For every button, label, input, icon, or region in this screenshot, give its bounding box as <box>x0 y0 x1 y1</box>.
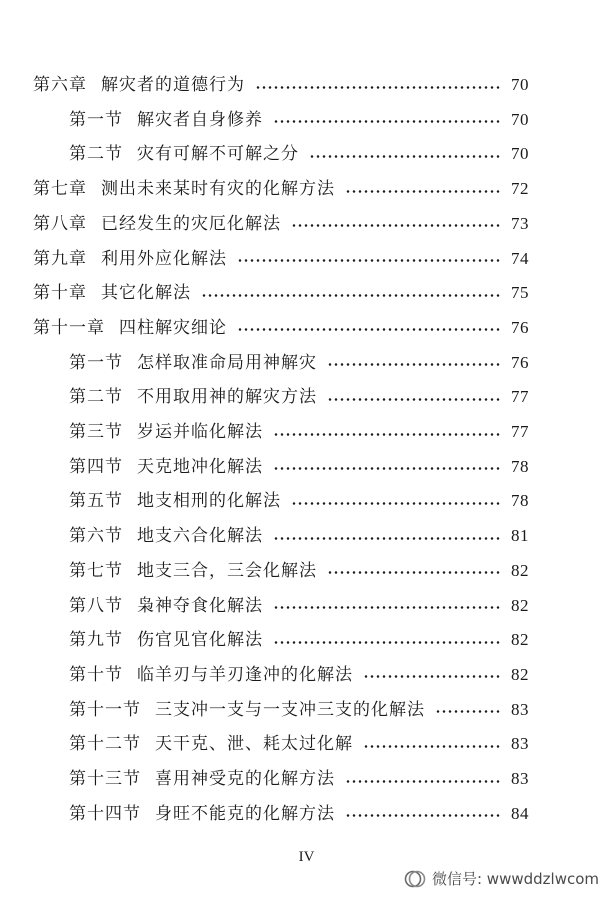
dot-leader <box>273 537 501 540</box>
dot-leader <box>291 502 501 505</box>
toc-section-entry <box>69 521 529 551</box>
toc-chapter-entry <box>33 174 529 204</box>
entry-page-number: 76 <box>511 317 529 337</box>
dot-leader <box>309 155 501 158</box>
entry-title: 枭神夺食化解法 <box>137 595 263 616</box>
dot-leader <box>291 224 501 227</box>
toc-section-entry <box>69 799 529 829</box>
entry-page-number: 83 <box>511 769 529 788</box>
toc-section-entry <box>69 591 529 621</box>
entry-title: 已经发生的灾厄化解法 <box>101 213 281 234</box>
dot-leader <box>345 190 501 193</box>
toc-section-entry <box>69 139 529 169</box>
dot-leader <box>327 398 501 401</box>
toc-chapter-entry <box>33 70 529 100</box>
entry-label: 第七章 <box>33 179 87 200</box>
entry-page-number: 77 <box>511 422 529 441</box>
dot-leader <box>435 710 501 713</box>
entry-page-number: 82 <box>511 664 529 684</box>
dot-leader <box>345 780 501 783</box>
entry-page-number: 83 <box>511 699 529 719</box>
entry-label: 第二节 <box>69 144 123 165</box>
entry-label: 第六章 <box>33 75 87 95</box>
toc-section-entry <box>69 625 529 655</box>
entry-title: 身旺不能克的化解方法 <box>155 803 335 824</box>
toc-chapter-entry <box>33 209 529 239</box>
entry-title: 四柱解灾细论 <box>119 317 227 338</box>
entry-page-number: 72 <box>511 179 529 199</box>
watermark-text: 微信号: wwwddzlwcom <box>431 870 599 888</box>
entry-page-number: 82 <box>511 560 529 580</box>
entry-label: 第十四节 <box>69 803 141 824</box>
entry-label: 第一节 <box>69 109 123 130</box>
entry-label: 第七节 <box>69 560 123 581</box>
entry-label: 第九章 <box>33 248 87 269</box>
entry-label: 第十一章 <box>33 317 105 338</box>
entry-title: 地支三合，三会化解法 <box>137 560 317 581</box>
toc-section-entry <box>69 660 529 690</box>
dot-leader <box>363 745 501 748</box>
entry-label: 第八节 <box>69 595 123 616</box>
entry-page-number: 82 <box>511 630 529 650</box>
entry-page-number: 83 <box>511 734 529 754</box>
entry-title: 不用取用神的解灾方法 <box>137 387 317 408</box>
entry-title: 解灾者的道德行为 <box>101 75 245 95</box>
entry-page-number: 78 <box>511 456 529 476</box>
wechat-official-account-icon <box>404 870 426 888</box>
toc-section-entry <box>69 452 529 482</box>
entry-page-number: 81 <box>511 526 529 546</box>
entry-title: 其它化解法 <box>101 283 191 304</box>
entry-label: 第十节 <box>69 664 123 685</box>
toc-chapter-entry <box>33 278 529 308</box>
dot-leader <box>273 433 501 436</box>
dot-leader <box>237 259 501 262</box>
entry-label: 第十二节 <box>69 734 141 755</box>
entry-page-number: 74 <box>511 248 529 268</box>
entry-title: 地支相刑的化解法 <box>137 491 281 512</box>
entry-title: 天克地冲化解法 <box>137 456 263 477</box>
dot-leader <box>273 641 501 644</box>
toc-chapter-entry <box>33 244 529 274</box>
entry-page-number: 82 <box>511 595 529 615</box>
entry-title: 三支冲一支与一支冲三支的化解法 <box>155 699 425 720</box>
entry-label: 第四节 <box>69 456 123 477</box>
toc-section-entry <box>69 695 529 725</box>
entry-label: 第五节 <box>69 491 123 512</box>
toc-chapter-entry <box>33 313 529 343</box>
page-folio: IV <box>298 849 315 865</box>
entry-label: 第十一节 <box>69 699 141 720</box>
entry-title: 测出未来某时有灾的化解方法 <box>101 179 335 200</box>
entry-label: 第六节 <box>69 526 123 547</box>
entry-title: 利用外应化解法 <box>101 248 227 269</box>
dot-leader <box>345 814 501 817</box>
entry-label: 第二节 <box>69 387 123 408</box>
dot-leader <box>363 675 501 678</box>
dot-leader <box>327 363 501 366</box>
entry-page-number: 77 <box>511 387 529 407</box>
entry-page-number: 70 <box>511 144 529 164</box>
toc-section-entry <box>69 556 529 586</box>
dot-leader <box>237 328 501 331</box>
toc-section-entry <box>69 348 529 378</box>
dot-leader <box>273 606 501 609</box>
toc-section-entry <box>69 382 529 412</box>
toc-section-entry <box>69 729 529 759</box>
entry-label: 第一节 <box>69 352 123 373</box>
entry-page-number: 76 <box>511 352 529 372</box>
entry-title: 临羊刃与羊刃逢冲的化解法 <box>137 664 353 685</box>
entry-page-number: 84 <box>511 803 529 823</box>
dot-leader <box>255 86 501 89</box>
entry-title: 伤官见官化解法 <box>137 630 263 651</box>
watermark <box>404 868 599 889</box>
entry-title: 怎样取准命局用神解灾 <box>137 352 317 373</box>
dot-leader <box>273 467 501 470</box>
entry-label: 第十章 <box>33 283 87 304</box>
entry-page-number: 75 <box>511 283 529 303</box>
entry-label: 第八章 <box>33 213 87 234</box>
toc-section-entry <box>69 417 529 447</box>
entry-label: 第三节 <box>69 422 123 442</box>
entry-page-number: 73 <box>511 213 529 233</box>
entry-label: 第十三节 <box>69 769 141 789</box>
entry-page-number: 70 <box>511 75 529 94</box>
toc-section-entry <box>69 764 529 794</box>
entry-title: 地支六合化解法 <box>137 526 263 547</box>
entry-page-number: 78 <box>511 491 529 511</box>
entry-title: 喜用神受克的化解方法 <box>155 769 335 789</box>
entry-title: 天干克、泄、耗太过化解 <box>155 734 353 755</box>
entry-title: 岁运并临化解法 <box>137 422 263 442</box>
dot-leader <box>201 294 501 297</box>
toc-section-entry <box>69 486 529 516</box>
dot-leader <box>327 571 501 574</box>
entry-label: 第九节 <box>69 630 123 651</box>
entry-page-number: 70 <box>511 109 529 129</box>
entry-title: 解灾者自身修养 <box>137 109 263 130</box>
toc-section-entry <box>69 105 529 135</box>
entry-title: 灾有可解不可解之分 <box>137 144 299 165</box>
dot-leader <box>273 120 501 123</box>
